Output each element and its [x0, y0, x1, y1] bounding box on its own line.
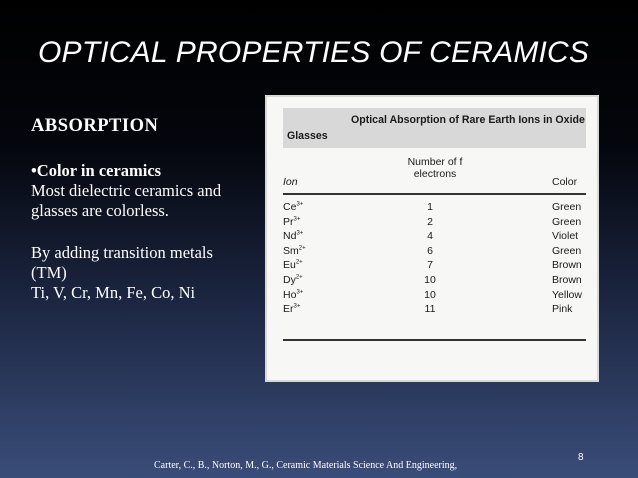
ion-cell: [283, 303, 300, 315]
column-header-electrons: [395, 156, 475, 180]
electrons-cell: 2: [427, 215, 433, 228]
slide-title: OPTICAL PROPERTIES OF CERAMICS: [38, 36, 590, 69]
electrons-cell: 4: [427, 230, 433, 243]
ion-charge: 2+: [295, 259, 303, 266]
ion-charge: 3+: [296, 289, 304, 296]
ion-symbol: Ce: [283, 201, 297, 213]
ion-symbol: Eu: [283, 259, 296, 272]
table-row: [283, 245, 586, 260]
ion-cell: [283, 230, 303, 242]
ion-cell: [283, 259, 303, 271]
page-number: 8: [578, 452, 584, 463]
section-heading: ABSORPTION: [31, 116, 159, 136]
table-caption: [283, 108, 586, 148]
ion-symbol: Ho: [283, 288, 297, 301]
rare-earth-table-figure: [265, 95, 599, 382]
column-header-electrons-line-2: electrons: [413, 168, 457, 180]
table-top-rule: [283, 193, 586, 195]
electrons-cell: 11: [424, 303, 436, 316]
ion-symbol: Dy: [283, 273, 296, 286]
ion-symbol: Sm: [283, 244, 299, 257]
bullet-color-in-ceramics: •Color in ceramics: [31, 161, 162, 180]
ion-charge: 3+: [296, 230, 304, 237]
color-cell: Yellow: [552, 288, 582, 301]
ion-cell: [283, 216, 300, 228]
color-cell: Green: [552, 244, 582, 257]
spacer: [31, 221, 261, 243]
ion-charge: 3+: [293, 216, 301, 223]
color-cell: Violet: [552, 230, 579, 243]
caption-line-1: Optical Absorption of Rare Earth Ions in Oxide: [351, 114, 585, 126]
table-row: [283, 230, 586, 245]
color-cell: Brown: [552, 259, 582, 272]
ion-symbol: Er: [283, 303, 294, 316]
table-row: [283, 303, 586, 318]
color-cell: Green: [552, 201, 582, 213]
ion-cell: [283, 201, 303, 213]
electrons-cell: 1: [427, 201, 433, 213]
ion-cell: [283, 274, 303, 286]
ion-cell: [283, 289, 303, 301]
body-line: Most dielectric ceramics and: [31, 181, 222, 200]
table-bottom-rule: [283, 339, 586, 341]
body-line: (TM): [31, 263, 67, 282]
table-row: [283, 216, 586, 231]
body-line: glasses are colorless.: [31, 201, 169, 220]
ion-symbol: Pr: [283, 215, 294, 228]
color-cell: Brown: [552, 273, 582, 286]
ion-charge: 3+: [296, 201, 304, 208]
table-body: [283, 201, 586, 318]
column-header-color: Color: [552, 176, 578, 188]
body-line: Ti, V, Cr, Mn, Fe, Co, Ni: [31, 283, 196, 302]
caption-line-2: Glasses: [287, 130, 328, 142]
ion-charge: 3+: [293, 303, 301, 310]
slide-body: [31, 116, 261, 303]
electrons-cell: 7: [427, 259, 433, 272]
table-row: [283, 201, 586, 216]
table-row: [283, 259, 586, 274]
citation: Carter, C., B., Norton, M., G., Ceramic Materials Science And Engineering,: [154, 460, 458, 471]
body-line: By adding transition metals: [31, 243, 213, 262]
table-row: [283, 274, 586, 289]
electrons-cell: 10: [424, 273, 436, 286]
electrons-cell: 10: [424, 288, 436, 301]
ion-symbol: Nd: [283, 230, 297, 243]
color-cell: Pink: [552, 303, 573, 316]
ion-cell: [283, 245, 306, 257]
column-header-electrons-line-1: Number of f: [407, 156, 463, 168]
electrons-cell: 6: [427, 244, 433, 257]
ion-charge: 2+: [295, 274, 303, 281]
column-header-ion: Ion: [283, 176, 298, 188]
table-row: [283, 289, 586, 304]
ion-charge: 2+: [298, 245, 306, 252]
color-cell: Green: [552, 215, 582, 228]
